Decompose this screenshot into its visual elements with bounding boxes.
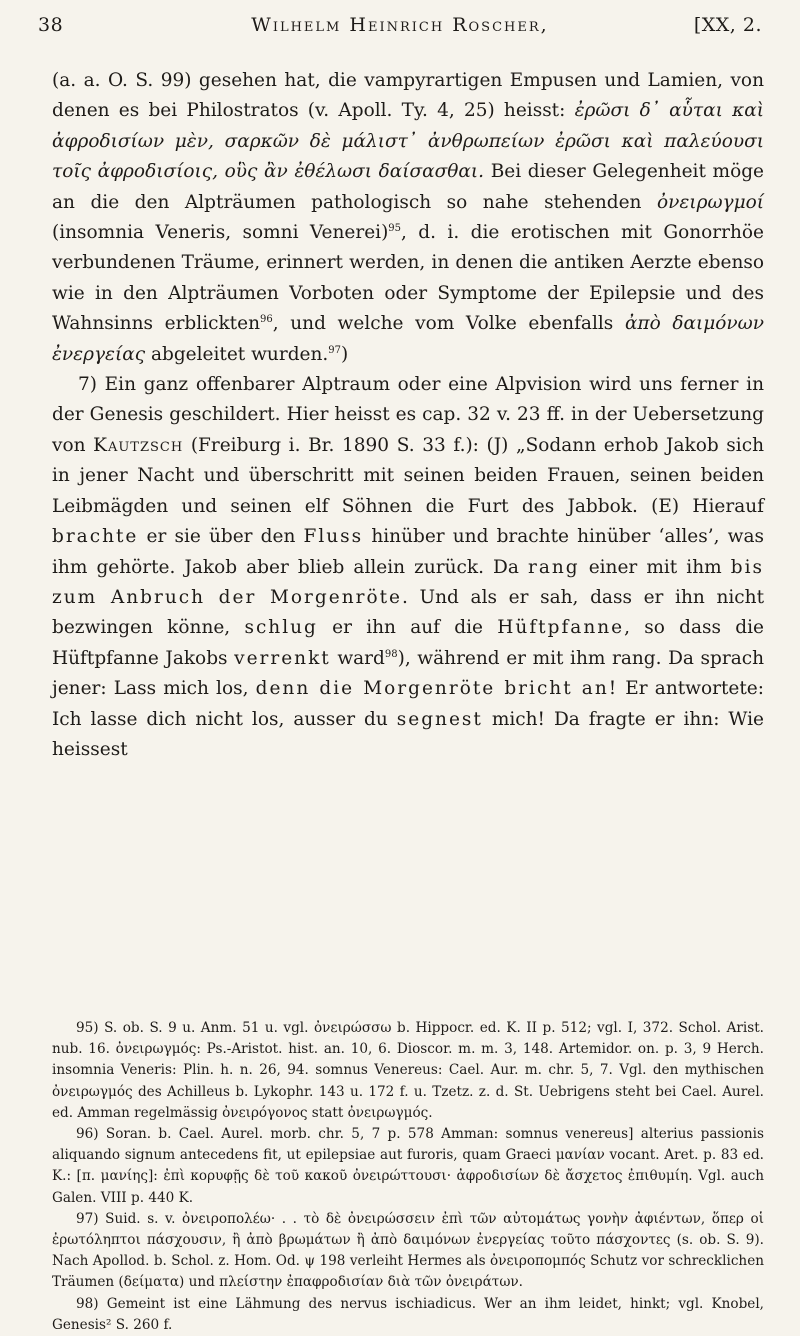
footnote-95: 95) S. ob. S. 9 u. Anm. 51 u. vgl. ὀνειρώσσω b. Hippocr. ed. K. II p. 512; vgl. I, 372. Schol. Arist. nub. 16. ὀνειρωγμός: Ps.-Aristot. hist. an. 10, 6. Dioscor. m. m. 3, 148. Artemidor. on. p. 3, 9 Herch. insomnia Veneris: Plin. h. n. 26, 94. somnus Venereus: Cael. Aur. m. chr. 5, 7. Vgl. den mythischen ὀνειρωγμός des Achilleus b. Lykophr. 143 u. 172 f. u. Tzetz. z. d. St. Uebrigens steht bei Cael. Aurel. ed. Amman regelmässig ὀνειρόγονος statt ὀνειρωγμός.: [52, 1020, 764, 1121]
spaced-emphasis: rang: [527, 556, 580, 578]
text-run: ), während er mit ihm rang. Da sprach jener: Lass mich los,: [52, 647, 765, 700]
text-run: (insomnia Veneris, somni Venerei): [52, 222, 389, 244]
text-run: mich! Da fragte er ihn: Wie heissest: [52, 708, 764, 760]
running-header: [38, 14, 762, 44]
spaced-emphasis: verrenkt: [234, 647, 331, 669]
text-run: abgeleitet wurden.: [145, 343, 329, 365]
spaced-emphasis: denn die Morgenröte bricht an!: [255, 678, 619, 700]
footnote-ref: 97: [328, 344, 342, 356]
spaced-emphasis: Hüftpfanne: [497, 617, 625, 639]
spaced-emphasis: segnest: [396, 708, 483, 730]
spaced-emphasis: bis zum Anbruch der Morgenröte: [52, 556, 764, 608]
text-run: ward: [330, 647, 385, 669]
greek-term: ἀπὸ δαιμόνων ἐνεργείας: [52, 313, 764, 365]
footnote-96: 96) Soran. b. Cael. Aurel. morb. chr. 5, 7 p. 578 Amman: somnus venereus] alterius passionis aliquando signum antecedens fit, ut epilepsiae aut furoris, quam Graeci μανίαν vocant. Aret. p. 83 ed. K.: [π. μανίης]: ἐπὶ κορυφῇς δὲ τοῦ κακοῦ ὀνειρώττουσι· ἀφροδισίων δὲ ἄσχετος ἐπιθυμίη. Vgl. auch Galen. VIII p. 440 K.: [52, 1126, 764, 1206]
text-run: , so dass die Hüftpfanne Jakobs: [52, 617, 764, 669]
volume-reference: [XX, 2.: [693, 14, 762, 36]
spaced-emphasis: schlug: [244, 617, 318, 639]
spaced-emphasis: Fluss: [303, 526, 364, 548]
footnote-ref: 98: [384, 648, 398, 660]
text-run: 7) Ein ganz offenbarer Alptraum oder eine Alpvision wird uns ferner in der Genesis geschildert. Hier heisst es cap. 32 v. 23 ff. in der Uebersetzung von: [52, 374, 764, 456]
text-run: , d. i. die erotischen mit Gonorrhöe verbundenen Träume, erinnert werden, in denen die antiken Aerzte ebenso wie in den Alpträumen Vorboten oder Symptome der Epilepsie und des Wahnsinns erblickten: [52, 222, 764, 335]
text-run: er ihn auf die: [317, 617, 498, 639]
greek-term: ὀνειρωγμοί: [657, 191, 764, 213]
text-run: . Und als er sah, dass er ihn nicht bezwingen könne,: [52, 586, 764, 639]
text-run: , und welche vom Volke ebenfalls: [272, 313, 625, 335]
footnote-98: 98) Gemeint ist eine Lähmung des nervus ischiadicus. Wer an ihm leidet, hinkt; vgl. Knobel, Genesis² S. 260 f.: [52, 1295, 764, 1333]
main-text: [52, 66, 764, 765]
footnote-97: 97) Suid. s. v. ὀνειροπολέω· . . τὸ δὲ ὀνειρώσσειν ἐπὶ τῶν αὐτομάτως γονὴν ἀφιέντων, ὅπερ οἱ ἐρωτόληπτοι πάσχουσιν, ἢ ἀπὸ βρωμάτων ἢ ἀπὸ δαιμόνων ἐνεργείας τοῦτο πάσχοντες (s. ob. S. 9). Nach Apollod. b. Schol. z. Hom. Od. ψ 198 verleiht Hermes als ὀνειροπομπός Schutz vor schrecklichen Träumen (δείματα) und πλείστην ἐπαφροδισίαν διὰ τῶν ὀνειράτων.: [52, 1210, 764, 1291]
footnotes: [52, 1018, 764, 1336]
text-run: einer mit ihm: [579, 556, 731, 578]
greek-quote: ἐρῶσι δ᾽ αὗται καὶ ἀφροδισίων μὲν, σαρκῶν δὲ μάλιστ᾽ ἀνθρωπείων ἐρῶσι καὶ παλεύουσι τοῖς ἀφροδισίοις, οὓς ἂν ἐθέλωσι δαίσασθαι.: [52, 100, 764, 183]
page-number: 38: [38, 14, 64, 36]
text-run: er sie über den: [138, 526, 304, 548]
text-run: ): [341, 343, 349, 365]
spaced-emphasis: brachte: [52, 526, 139, 548]
footnote-ref: 95: [388, 222, 402, 234]
text-run: (Freiburg i. Br. 1890 S. 33 f.): (J) „Sodann erhob Jakob sich in jener Nacht und überschritt mit seinen beiden Frauen, seinen beiden Leibmägden und seinen elf Söhnen die Furt des Jabbok. (E) Hierauf: [52, 434, 764, 517]
text-run: (a. a. O. S. 99) gesehen hat, die vampyrartigen Empusen und Lamien, von denen es bei Philostratos (v. Apoll. Ty. 4, 25) heisst:: [52, 70, 764, 122]
text-run: hinüber und brachte hinüber ‘alles’, was ihm gehörte. Jakob aber blieb allein zurück. Da: [52, 526, 764, 578]
text-run: Bei dieser Gelegenheit möge an die den Alpträumen pathologisch so nahe stehenden: [52, 161, 764, 213]
paragraph-genesis: [52, 370, 764, 765]
text-run: Er antwortete: Ich lasse dich nicht los, ausser du: [52, 678, 764, 730]
paragraph-vampires: [52, 66, 764, 370]
footnote-ref: 96: [259, 314, 273, 326]
running-title: Wilhelm Heinrich Roscher,: [251, 14, 549, 36]
author-name: Kautzsch: [93, 434, 184, 456]
